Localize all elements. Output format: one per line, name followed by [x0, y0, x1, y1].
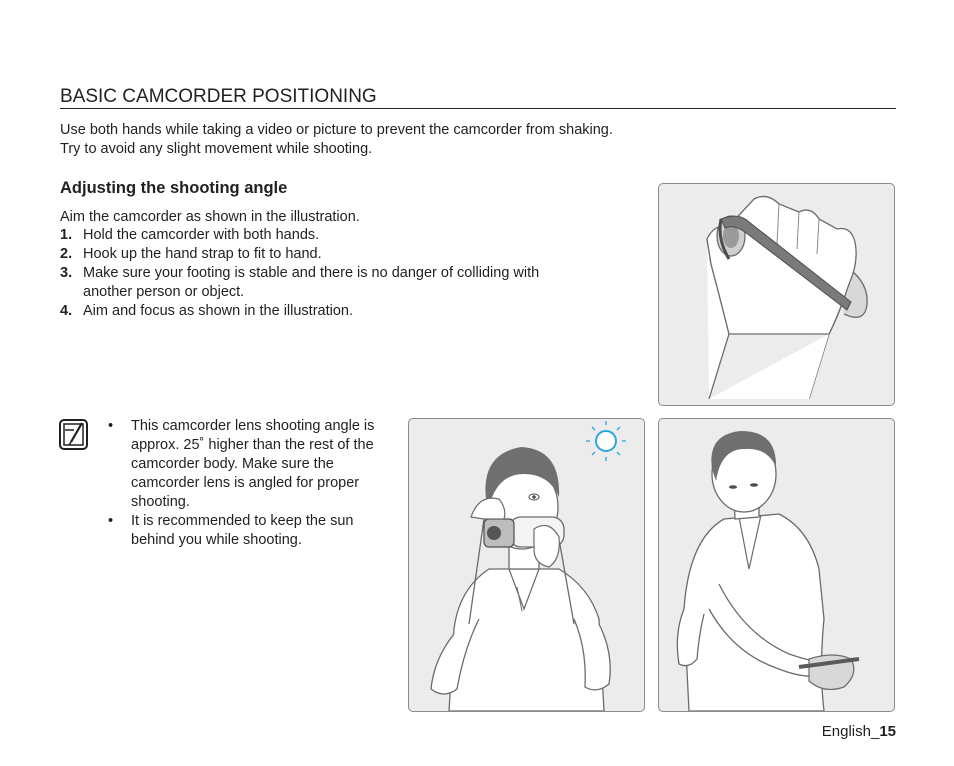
note-text: This camcorder lens shooting angle is approx. 25˚ higher than the rest of the camcorder body. Make sure the camcorder lens is angled for proper shooting. [131, 418, 375, 510]
section-heading: Adjusting the shooting angle [60, 179, 288, 197]
intro-line: Use both hands while taking a video or picture to prevent the camcorder from shaking. [60, 122, 613, 138]
note-text: It is recommended to keep the sun behind you while shooting. [131, 513, 354, 548]
footer-language: English_ [821, 723, 880, 740]
hand-strap-illustration [658, 183, 895, 406]
step-item [60, 264, 580, 302]
step-number: 3. [60, 265, 73, 281]
bullet: • [108, 418, 114, 434]
page-title: BASIC CAMCORDER POSITIONING [60, 86, 896, 109]
steps-list [60, 226, 580, 321]
step-item [60, 302, 580, 321]
memo-pencil-icon [59, 419, 88, 450]
bullet: • [108, 513, 114, 529]
step-number: 2. [60, 246, 73, 262]
step-text: Make sure your footing is stable and there is no danger of colliding with another person or object. [83, 265, 540, 300]
page-number: 15 [879, 723, 896, 740]
note-item [108, 512, 398, 550]
step-number: 1. [60, 227, 73, 243]
step-text: Hook up the hand strap to fit to hand. [83, 246, 322, 262]
person-carrying-illustration [658, 418, 895, 712]
intro-line: Try to avoid any slight movement while shooting. [60, 141, 373, 157]
page-footer [822, 723, 896, 740]
intro-text [60, 121, 613, 159]
step-number: 4. [60, 303, 73, 319]
notes-list [108, 417, 398, 550]
section-lead: Aim the camcorder as shown in the illustration. [60, 209, 360, 225]
note-item [108, 417, 398, 512]
sun-icon [586, 421, 626, 461]
step-text: Aim and focus as shown in the illustration. [83, 303, 353, 319]
step-text: Hold the camcorder with both hands. [83, 227, 320, 243]
person-shooting-illustration [408, 418, 645, 712]
step-item [60, 245, 580, 264]
step-item [60, 226, 580, 245]
